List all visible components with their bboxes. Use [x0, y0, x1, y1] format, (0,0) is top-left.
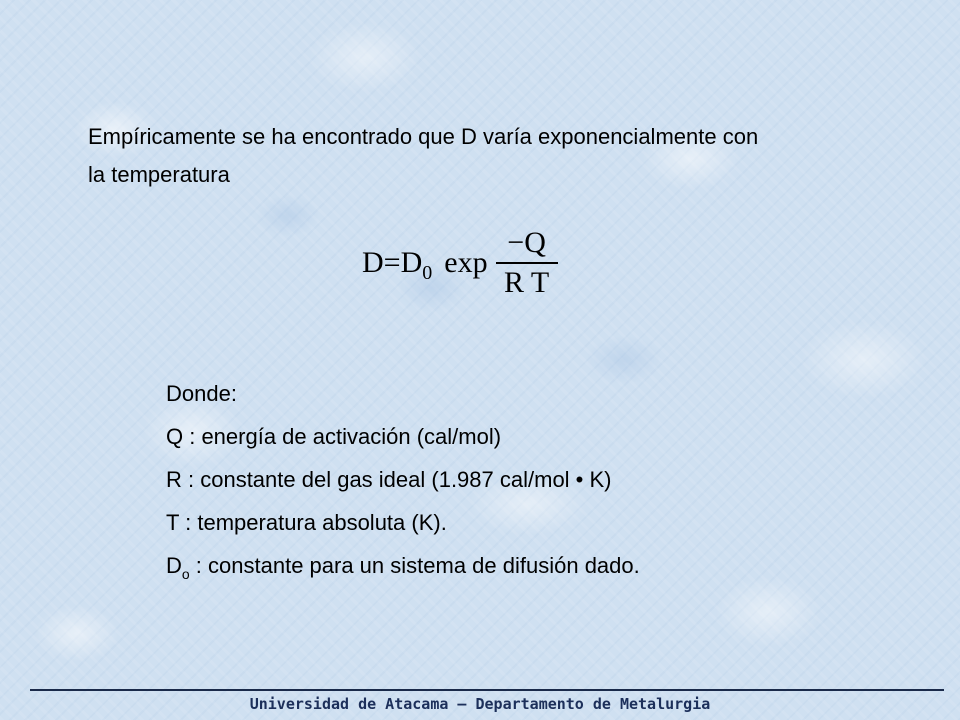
definition-t: T : temperatura absoluta (K).	[166, 510, 447, 535]
footer-text: Universidad de Atacama – Departamento de Metalurgia	[249, 695, 711, 713]
intro-line-2: la temperatura	[88, 162, 230, 187]
formula-numerator: −Q	[507, 226, 546, 259]
formula-d0-base: D	[400, 246, 423, 279]
footer-divider	[30, 689, 944, 691]
formula-denominator: R T	[496, 262, 558, 298]
formula-d0-sub: 0	[422, 261, 433, 284]
definition-d0	[166, 544, 640, 590]
formula-lhs: D	[362, 246, 384, 279]
formula-func: exp	[444, 246, 488, 279]
intro-line-1: Empíricamente se ha encontrado que D varía exponencialmente con	[88, 124, 759, 149]
definitions-heading: Donde:	[166, 381, 237, 406]
definition-d0-text: : constante para un sistema de difusión dado.	[189, 553, 640, 578]
definition-d0-base: D	[166, 553, 182, 578]
definition-r: R : constante del gas ideal (1.987 cal/mol • K)	[166, 467, 612, 492]
intro-text	[88, 118, 928, 194]
definition-d0-sub: o	[181, 566, 190, 582]
formula-fraction	[496, 228, 558, 298]
definition-q: Q : energía de activación (cal/mol)	[166, 424, 502, 449]
definitions-list	[166, 372, 640, 590]
formula-equals: =	[383, 246, 401, 279]
diffusion-formula	[362, 228, 558, 298]
